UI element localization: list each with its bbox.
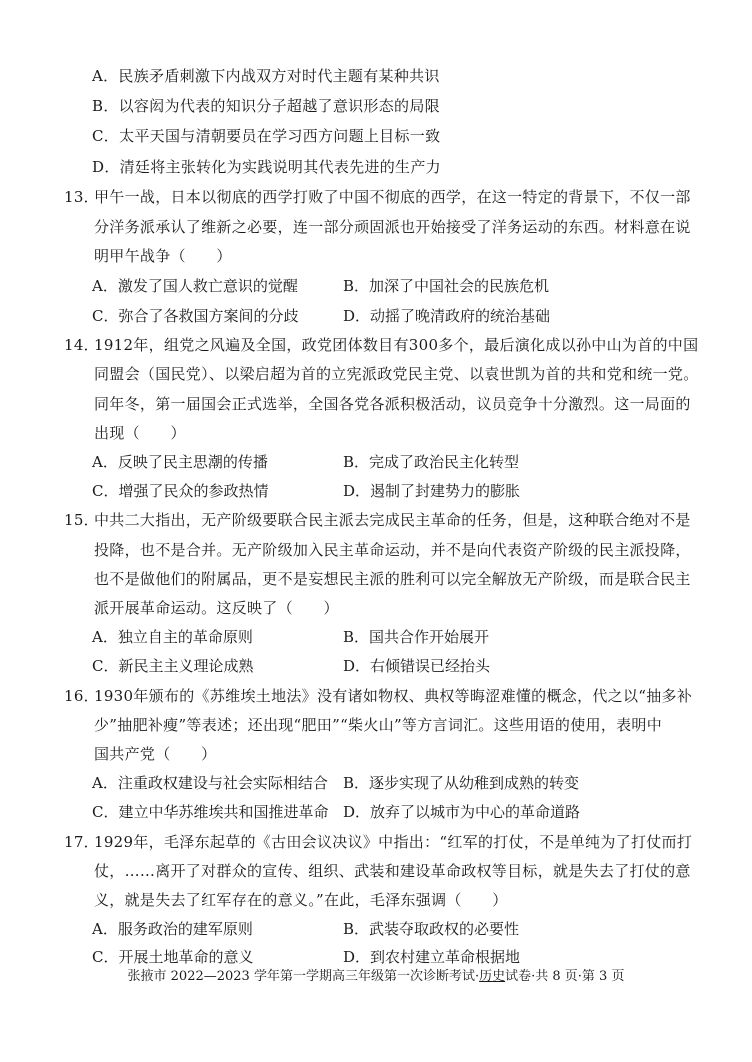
question-stem-line: 投降，也不是合并。无产阶级加入民主革命运动，并不是向代表资产阶级的民主派投降， <box>94 541 691 559</box>
question-number: 15． <box>64 511 99 529</box>
option-b: B．逐步实现了从幼稚到成熟的转变 <box>343 774 580 792</box>
option-a: A．注重政权建设与社会实际相结合 <box>92 774 328 792</box>
option-b: B．加深了中国社会的民族危机 <box>343 277 550 295</box>
question-number: 17． <box>64 833 99 851</box>
q12-option-a: A．民族矛盾刺激下内战双方对时代主题有某种共识 <box>92 67 440 85</box>
question-stem-line: 仗，……离开了对群众的宣传、组织、武装和建设革命政权等目标，就是失去了打仗的意 <box>94 862 691 880</box>
footer-subject: 历史 <box>479 969 506 984</box>
question-stem-line: 明甲午战争（ ） <box>94 247 232 265</box>
option-a: A．激发了国人救亡意识的觉醒 <box>92 277 298 295</box>
option-c: C．新民主主义理论成熟 <box>92 657 254 675</box>
q12-option-b: B．以容闳为代表的知识分子超越了意识形态的局限 <box>92 97 440 115</box>
option-d: D．动摇了晚清政府的统治基础 <box>343 307 551 325</box>
question-stem-line: 1912年，组党之风遍及全国，政党团体数目有300多个，最后演化成以孙中山为首的中国 <box>94 336 699 354</box>
question-stem-line: 分洋务派承认了维新之必要，连一部分顽固派也开始接受了洋务运动的东西。材料意在说 <box>94 218 691 236</box>
question-stem-line: 国共产党（ ） <box>94 745 217 763</box>
question-stem-line: 也不是做他们的附属品，更不是妄想民主派的胜利可以完全解放无产阶级，而是联合民主 <box>94 570 691 588</box>
question-number: 14． <box>64 336 99 354</box>
option-a: A．服务政治的建军原则 <box>92 920 253 938</box>
question-stem-line: 同年冬，第一届国会正式选举，全国各党各派积极活动，议员竞争十分激烈。这一局面的 <box>94 395 691 413</box>
option-c: C．弥合了各救国方案间的分歧 <box>92 307 299 325</box>
question-stem-line: 义，就是失去了红军存在的意义。”在此，毛泽东强调（ ） <box>94 891 508 909</box>
option-c: C．建立中华苏维埃共和国推进革命 <box>92 803 329 821</box>
question-stem-line: 派开展革命运动。这反映了（ ） <box>94 599 339 617</box>
q12-option-c: C．太平天国与清朝要员在学习西方问题上目标一致 <box>92 127 441 145</box>
option-d: D．遏制了封建势力的膨胀 <box>343 482 521 500</box>
option-b: B．武装夺取政权的必要性 <box>343 920 520 938</box>
question-stem-line: 同盟会（国民党）、以梁启超为首的立宪派政党民主党、以袁世凯为首的共和党和统一党。 <box>94 365 699 383</box>
option-c: C．开展土地革命的意义 <box>92 948 254 966</box>
footer-suffix: 试卷·共 8 页·第 3 页 <box>505 969 625 984</box>
q12-option-d: D．清廷将主张转化为实践说明其代表先进的生产力 <box>92 158 441 176</box>
option-b: B．国共合作开始展开 <box>343 628 490 646</box>
option-d: D．放弃了以城市为中心的革命道路 <box>343 803 581 821</box>
option-a: A．反映了民主思潮的传播 <box>92 453 268 471</box>
question-stem-line: 少”抽肥补瘦”等表述；还出现“肥田”“柴火山”等方言词汇。这些用语的使用，表明中 <box>94 716 663 734</box>
question-stem-line: 出现（ ） <box>94 424 186 442</box>
footer-prefix: 张掖市 2022—2023 学年第一学期高三年级第一次诊断考试· <box>127 969 480 984</box>
question-stem-line: 甲午一战，日本以彻底的西学打败了中国不彻底的西学，在这一特定的背景下，不仅一部 <box>94 188 691 206</box>
option-b: B．完成了政治民主化转型 <box>343 453 520 471</box>
question-number: 13． <box>64 188 99 206</box>
question-stem-line: 1929年，毛泽东起草的《古田会议决议》中指出：“红军的打仗，不是单纯为了打仗而打 <box>94 833 693 851</box>
option-c: C．增强了民众的参政热情 <box>92 482 269 500</box>
page-footer <box>0 968 752 986</box>
question-stem-line: 中共二大指出，无产阶级要联合民主派去完成民主革命的任务，但是，这种联合绝对不是 <box>94 511 691 529</box>
question-stem-line: 1930年颁布的《苏维埃土地法》没有诸如物权、典权等晦涩难懂的概念，代之以“抽多补 <box>94 687 693 705</box>
option-a: A．独立自主的革命原则 <box>92 628 253 646</box>
option-d: D．右倾错误已经抬头 <box>343 657 491 675</box>
option-d: D．到农村建立革命根据地 <box>343 948 521 966</box>
question-number: 16． <box>64 687 99 705</box>
